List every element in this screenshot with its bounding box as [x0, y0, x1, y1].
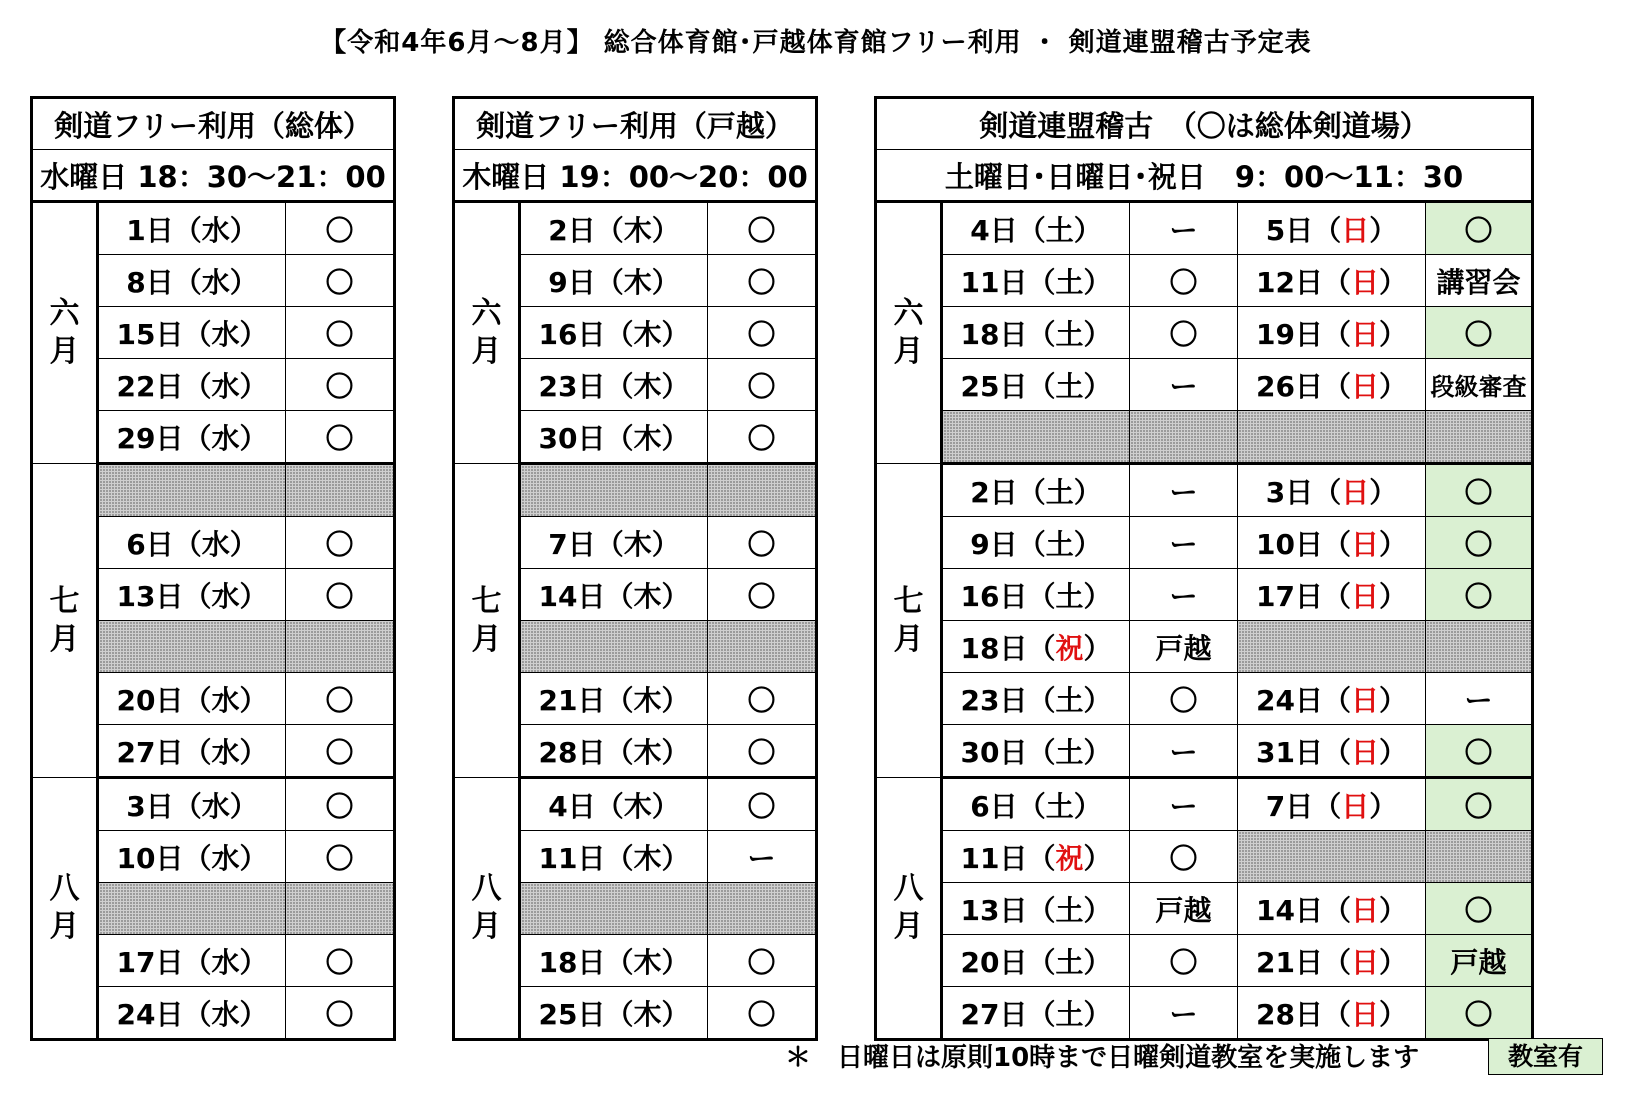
time-range: 木曜日 19：00～20：00	[454, 150, 817, 202]
saturday-mark: ー	[1130, 464, 1238, 517]
sunday-mark: ー	[1426, 673, 1533, 725]
sunday-mark: 講習会	[1426, 255, 1533, 307]
saturday-mark: ー	[1130, 202, 1238, 255]
shaded-cell	[1238, 621, 1426, 673]
table-row	[32, 464, 395, 517]
date-cell: 9日（土）	[942, 517, 1130, 569]
shaded-cell	[520, 464, 708, 517]
date-cell: 23日（木）	[520, 359, 708, 411]
date-cell: 6日（水）	[98, 517, 286, 569]
table-row	[454, 202, 817, 255]
saturday-mark: ー	[1130, 725, 1238, 778]
shaded-cell	[708, 621, 817, 673]
month-label: 七 月	[454, 464, 520, 778]
date-cell: 20日（水）	[98, 673, 286, 725]
date-cell: 13日（水）	[98, 569, 286, 621]
table-row	[876, 778, 1533, 831]
date-cell: 21日（日）	[1238, 935, 1426, 987]
date-cell: 3日（日）	[1238, 464, 1426, 517]
availability-mark: 〇	[286, 517, 395, 569]
date-cell: 17日（水）	[98, 935, 286, 987]
table-row	[876, 202, 1533, 255]
shaded-cell	[708, 883, 817, 935]
saturday-mark: 〇	[1130, 935, 1238, 987]
sunday-mark: 〇	[1426, 883, 1533, 935]
shaded-cell	[520, 883, 708, 935]
shaded-cell	[942, 411, 1130, 464]
shaded-cell	[286, 883, 395, 935]
availability-mark: 〇	[286, 569, 395, 621]
date-cell: 23日（土）	[942, 673, 1130, 725]
table-row	[876, 255, 1533, 307]
month-label: 六 月	[454, 202, 520, 464]
saturday-mark: 戸越	[1130, 883, 1238, 935]
footer-note: ＊ 日曜日は原則10時まで日曜剣道教室を実施します	[785, 1043, 1420, 1073]
availability-mark: 〇	[708, 725, 817, 778]
shaded-cell	[286, 621, 395, 673]
date-cell: 31日（日）	[1238, 725, 1426, 778]
table-kendo-federation-practice	[874, 96, 1534, 1041]
availability-mark: 〇	[708, 202, 817, 255]
date-cell: 21日（木）	[520, 673, 708, 725]
saturday-mark: ー	[1130, 359, 1238, 411]
saturday-mark: 戸越	[1130, 621, 1238, 673]
legend-classroom: 教室有	[1488, 1038, 1603, 1075]
date-cell: 29日（水）	[98, 411, 286, 464]
date-cell: 14日（日）	[1238, 883, 1426, 935]
sunday-mark: 戸越	[1426, 935, 1533, 987]
availability-mark: 〇	[286, 725, 395, 778]
date-cell: 18日（祝）	[942, 621, 1130, 673]
availability-mark: 〇	[286, 778, 395, 831]
shaded-cell	[1426, 621, 1533, 673]
date-cell: 25日（土）	[942, 359, 1130, 411]
table-row	[876, 673, 1533, 725]
table-row	[876, 725, 1533, 778]
table-header: 剣道フリー利用（総体）	[32, 98, 395, 150]
shaded-cell	[520, 621, 708, 673]
date-cell: 4日（土）	[942, 202, 1130, 255]
page-title: 【令和4年6月～8月】 総合体育館･戸越体育館フリー利用 ・ 剣道連盟稽古予定表	[320, 28, 1312, 58]
availability-mark: 〇	[286, 935, 395, 987]
table-row	[454, 778, 817, 831]
table-header: 剣道連盟稽古 （〇は総体剣道場）	[876, 98, 1533, 150]
shaded-cell	[286, 464, 395, 517]
saturday-mark: ー	[1130, 778, 1238, 831]
shaded-cell	[98, 621, 286, 673]
month-label: 七 月	[876, 464, 942, 778]
date-cell: 13日（土）	[942, 883, 1130, 935]
date-cell: 17日（日）	[1238, 569, 1426, 621]
availability-mark: 〇	[708, 935, 817, 987]
date-cell: 18日（土）	[942, 307, 1130, 359]
shaded-cell	[1426, 831, 1533, 883]
availability-mark: 〇	[286, 255, 395, 307]
date-cell: 25日（木）	[520, 987, 708, 1040]
table-row	[876, 883, 1533, 935]
date-cell: 26日（日）	[1238, 359, 1426, 411]
shaded-cell	[1238, 411, 1426, 464]
date-cell: 16日（木）	[520, 307, 708, 359]
date-cell: 7日（日）	[1238, 778, 1426, 831]
date-cell: 14日（木）	[520, 569, 708, 621]
sunday-mark: 段級審査	[1426, 359, 1533, 411]
month-label: 八 月	[876, 778, 942, 1040]
month-label: 八 月	[454, 778, 520, 1040]
sunday-mark: 〇	[1426, 569, 1533, 621]
availability-mark: 〇	[708, 569, 817, 621]
availability-mark: 〇	[286, 359, 395, 411]
sunday-mark: 〇	[1426, 725, 1533, 778]
table-row	[876, 935, 1533, 987]
sunday-mark: 〇	[1426, 987, 1533, 1040]
date-cell: 10日（日）	[1238, 517, 1426, 569]
date-cell: 11日（祝）	[942, 831, 1130, 883]
saturday-mark: 〇	[1130, 831, 1238, 883]
date-cell: 11日（木）	[520, 831, 708, 883]
date-cell: 28日（日）	[1238, 987, 1426, 1040]
date-cell: 9日（木）	[520, 255, 708, 307]
shaded-cell	[1426, 411, 1533, 464]
month-label: 六 月	[32, 202, 98, 464]
table-row	[32, 778, 395, 831]
date-cell: 20日（土）	[942, 935, 1130, 987]
date-cell: 22日（水）	[98, 359, 286, 411]
table-row	[876, 621, 1533, 673]
date-cell: 1日（水）	[98, 202, 286, 255]
shaded-cell	[1130, 411, 1238, 464]
time-range: 水曜日 18：30～21：00	[32, 150, 395, 202]
date-cell: 19日（日）	[1238, 307, 1426, 359]
saturday-mark: ー	[1130, 987, 1238, 1040]
sunday-mark: 〇	[1426, 307, 1533, 359]
month-label: 八 月	[32, 778, 98, 1040]
date-cell: 16日（土）	[942, 569, 1130, 621]
availability-mark: 〇	[708, 255, 817, 307]
saturday-mark: 〇	[1130, 673, 1238, 725]
date-cell: 6日（土）	[942, 778, 1130, 831]
shaded-cell	[708, 464, 817, 517]
table-row	[876, 569, 1533, 621]
date-cell: 2日（土）	[942, 464, 1130, 517]
table-row	[876, 411, 1533, 464]
availability-mark: 〇	[708, 673, 817, 725]
table-row	[454, 464, 817, 517]
date-cell: 24日（日）	[1238, 673, 1426, 725]
availability-mark: 〇	[286, 673, 395, 725]
table-free-use-togoshi	[452, 96, 818, 1041]
availability-mark: 〇	[286, 202, 395, 255]
table-row	[876, 464, 1533, 517]
availability-mark: 〇	[708, 517, 817, 569]
date-cell: 2日（木）	[520, 202, 708, 255]
table-row	[876, 831, 1533, 883]
table-row	[876, 987, 1533, 1040]
date-cell: 30日（土）	[942, 725, 1130, 778]
shaded-cell	[98, 883, 286, 935]
date-cell: 4日（木）	[520, 778, 708, 831]
date-cell: 10日（水）	[98, 831, 286, 883]
time-range: 土曜日･日曜日･祝日 9：00～11：30	[876, 150, 1533, 202]
month-label: 七 月	[32, 464, 98, 778]
date-cell: 8日（水）	[98, 255, 286, 307]
availability-mark: 〇	[708, 307, 817, 359]
sunday-mark: 〇	[1426, 517, 1533, 569]
availability-mark: 〇	[286, 307, 395, 359]
date-cell: 11日（土）	[942, 255, 1130, 307]
date-cell: 5日（日）	[1238, 202, 1426, 255]
date-cell: 27日（水）	[98, 725, 286, 778]
date-cell: 15日（水）	[98, 307, 286, 359]
table-row	[32, 202, 395, 255]
table-row	[876, 307, 1533, 359]
date-cell: 12日（日）	[1238, 255, 1426, 307]
date-cell: 28日（木）	[520, 725, 708, 778]
shaded-cell	[1238, 831, 1426, 883]
availability-mark: 〇	[708, 359, 817, 411]
table-free-use-sotai	[30, 96, 396, 1041]
saturday-mark: 〇	[1130, 307, 1238, 359]
saturday-mark: ー	[1130, 517, 1238, 569]
date-cell: 30日（木）	[520, 411, 708, 464]
date-cell: 7日（木）	[520, 517, 708, 569]
month-label: 六 月	[876, 202, 942, 464]
date-cell: 3日（水）	[98, 778, 286, 831]
saturday-mark: 〇	[1130, 255, 1238, 307]
availability-mark: ー	[708, 831, 817, 883]
date-cell: 27日（土）	[942, 987, 1130, 1040]
shaded-cell	[98, 464, 286, 517]
saturday-mark: ー	[1130, 569, 1238, 621]
table-row	[876, 359, 1533, 411]
availability-mark: 〇	[286, 987, 395, 1040]
table-header: 剣道フリー利用（戸越）	[454, 98, 817, 150]
sunday-mark: 〇	[1426, 778, 1533, 831]
sunday-mark: 〇	[1426, 202, 1533, 255]
availability-mark: 〇	[286, 831, 395, 883]
availability-mark: 〇	[708, 778, 817, 831]
table-row	[876, 517, 1533, 569]
availability-mark: 〇	[708, 987, 817, 1040]
availability-mark: 〇	[286, 411, 395, 464]
date-cell: 24日（水）	[98, 987, 286, 1040]
availability-mark: 〇	[708, 411, 817, 464]
sunday-mark: 〇	[1426, 464, 1533, 517]
date-cell: 18日（木）	[520, 935, 708, 987]
